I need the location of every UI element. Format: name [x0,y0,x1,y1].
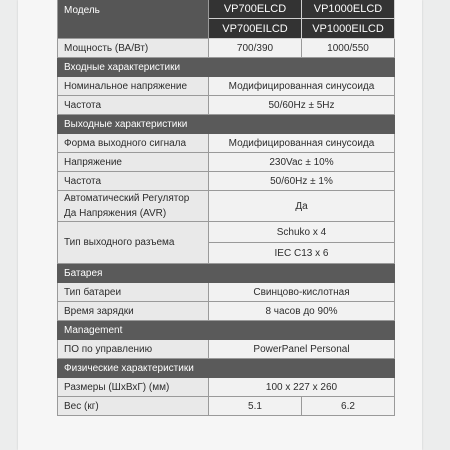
table-row [58,340,395,359]
section-title: Входные характеристики [58,58,395,77]
size-label: Размеры (ШхВхГ) (мм) [58,378,209,397]
row-label: Напряжение [58,153,209,172]
weight-label: Вес (кг) [58,397,209,416]
avr-label [58,191,209,222]
row-value: 50/60Hz ± 1% [209,172,395,191]
row-value: Свинцово-кислотная [209,283,395,302]
model-vp700eilcd: VP700EILCD [209,19,302,39]
model-label: Модель [58,0,209,39]
row-value: Модифицированная синусоида [209,77,395,96]
section-title: Батарея [58,264,395,283]
model-row-top [58,0,395,19]
model-vp1000elcd: VP1000ELCD [302,0,395,19]
size-row [58,378,395,397]
avr-value: Да [209,191,395,222]
power-row [58,39,395,58]
row-label: Частота [58,172,209,191]
avr-row [58,191,395,222]
avr-label-line2: Да Напряжения (AVR) [64,208,167,219]
row-label: Время зарядки [58,302,209,321]
row-value: 8 часов до 90% [209,302,395,321]
row-label: Форма выходного сигнала [58,134,209,153]
avr-label-line1: Автоматический Регулятор [64,193,190,204]
table-row [58,172,395,191]
table-row [58,134,395,153]
row-label: Номинальное напряжение [58,77,209,96]
table-row [58,283,395,302]
weight-value-700: 5.1 [209,397,302,416]
section-battery [58,264,395,283]
row-value: Модифицированная синусоида [209,134,395,153]
row-value: 230Vac ± 10% [209,153,395,172]
section-title: Management [58,321,395,340]
section-title: Выходные характеристики [58,115,395,134]
table-row [58,96,395,115]
row-value: PowerPanel Personal [209,340,395,359]
section-output [58,115,395,134]
table-row [58,77,395,96]
weight-row [58,397,395,416]
section-physical [58,359,395,378]
section-management [58,321,395,340]
spec-table [57,0,395,416]
socket-row [58,222,395,243]
row-label: Частота [58,96,209,115]
power-label: Мощность (ВА/Вт) [58,39,209,58]
size-value: 100 x 227 x 260 [209,378,395,397]
socket-value-schuko: Schuko x 4 [209,222,395,243]
model-vp700elcd: VP700ELCD [209,0,302,19]
power-value-1000: 1000/550 [302,39,395,58]
model-vp1000eilcd: VP1000EILCD [302,19,395,39]
section-title: Физические характеристики [58,359,395,378]
row-label: ПО по управлению [58,340,209,359]
table-row [58,302,395,321]
row-value: 50/60Hz ± 5Hz [209,96,395,115]
socket-label: Тип выходного разъема [58,222,209,264]
power-value-700: 700/390 [209,39,302,58]
socket-value-iec: IEC C13 x 6 [209,243,395,264]
row-label: Тип батареи [58,283,209,302]
weight-value-1000: 6.2 [302,397,395,416]
section-input [58,58,395,77]
table-row [58,153,395,172]
